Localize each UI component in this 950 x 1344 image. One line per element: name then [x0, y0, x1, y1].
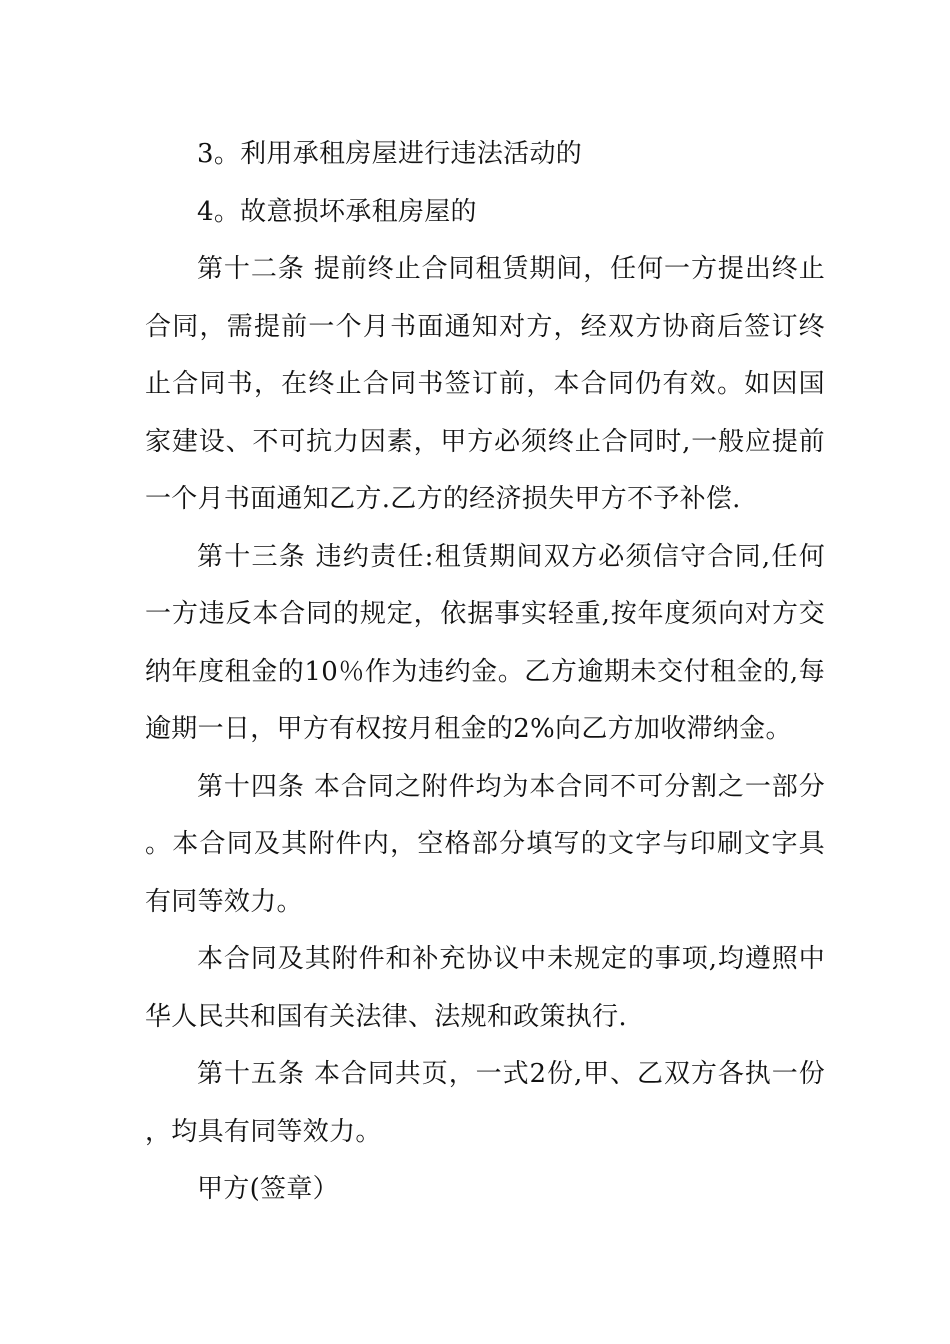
document-body — [145, 126, 825, 1219]
article-13-breach-liability: 第十三条 违约责任:租赁期间双方必须信守合同,任何一方违反本合同的规定，依据事实轻重,按年度须向对方交纳年度租金的10％作为违约金。乙方逾期未交付租金的,每逾期一日，甲方有权按月租金的2%向乙方加收滞纳金。 — [145, 541, 825, 744]
clause-item-3: 3。利用承租房屋进行违法活动的 — [197, 139, 583, 169]
party-a-signature-line: 甲方(签章） — [197, 1174, 339, 1204]
article-15-copies: 第十五条 本合同共页，一式2份,甲、乙双方各执一份，均具有同等效力。 — [145, 1059, 825, 1147]
unspecified-matters-paragraph: 本合同及其附件和补充协议中未规定的事项,均遵照中华人民共和国有关法律、法规和政策执行. — [145, 944, 825, 1032]
article-14-attachments: 第十四条 本合同之附件均为本合同不可分割之一部分。本合同及其附件内，空格部分填写的文字与印刷文字具有同等效力。 — [145, 771, 825, 917]
clause-item-4: 4。故意损坏承租房屋的 — [197, 196, 477, 227]
article-12-early-termination: 第十二条 提前终止合同租赁期间，任何一方提出终止合同，需提前一个月书面通知对方，经双方协商后签订终止合同书，在终止合同书签订前，本合同仍有效。如因国家建设、不可抗力因素，甲方必须终止合同时,一般应提前一个月书面通知乙方.乙方的经济损失甲方不予补偿. — [145, 254, 825, 514]
